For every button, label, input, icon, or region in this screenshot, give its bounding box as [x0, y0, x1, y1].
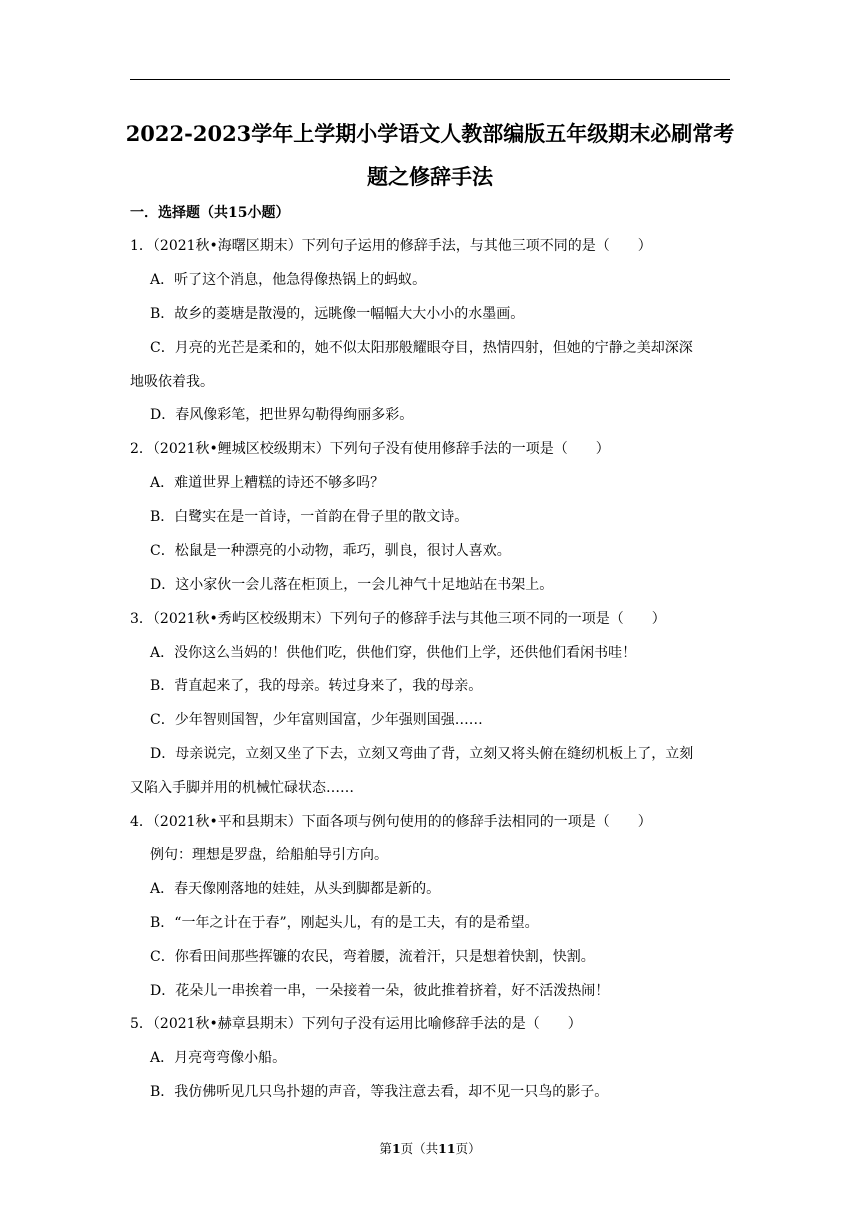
option-a: A．难道世界上糟糕的诗还不够多吗？	[150, 475, 385, 491]
option-c: C．少年智则国智，少年富则国富，少年强则国强……	[150, 712, 483, 728]
option-d: D．花朵儿一串挨着一串，一朵接着一朵，彼此推着挤着，好不活泼热闹！	[150, 983, 610, 999]
option-b: B．我仿佛听见几只鸟扑翅的声音，等我注意去看，却不见一只鸟的影子。	[150, 1084, 609, 1100]
option-d: D．春风像彩笔，把世界勾勒得绚丽多彩。	[150, 407, 414, 423]
question-stem: 5．（2021秋•赫章县期末）下列句子没有运用比喻修辞手法的是（ ）	[130, 1016, 582, 1032]
option-a: A．听了这个消息，他急得像热锅上的蚂蚁。	[150, 272, 427, 288]
option-d-continuation: 又陷入手脚并用的机械忙碌状态……	[130, 780, 354, 796]
question-stem: 3．（2021秋•秀屿区校级期末）下列句子的修辞手法与其他三项不同的一项是（ ）	[130, 611, 666, 627]
option-b: B．背直起来了，我的母亲。转过身来了，我的母亲。	[150, 678, 483, 694]
section-header: 一．选择题（共15小题）	[130, 205, 290, 221]
footer-suffix: 页）	[455, 1141, 481, 1156]
page-footer	[0, 1139, 860, 1157]
option-c: C．松鼠是一种漂亮的小动物，乖巧，驯良，很讨人喜欢。	[150, 543, 511, 559]
question-stem: 1．（2021秋•海曙区期末）下列句子运用的修辞手法，与其他三项不同的是（ ）	[130, 238, 652, 254]
option-c: C．你看田间那些挥镰的农民，弯着腰，流着汗，只是想着快割，快割。	[150, 949, 595, 965]
header-rule	[130, 79, 730, 80]
document-title-line-1: 2022-2023学年上学期小学语文人教部编版五年级期末必刷常考	[125, 121, 735, 146]
option-d: D．这小家伙一会儿落在柜顶上，一会儿神气十足地站在书架上。	[150, 577, 554, 593]
option-b: B．故乡的菱塘是散漫的，远眺像一幅幅大大小小的水墨画。	[150, 306, 525, 322]
option-a: A．月亮弯弯像小船。	[150, 1050, 287, 1066]
footer-prefix: 第	[379, 1141, 392, 1156]
option-a: A．春天像刚落地的娃娃，从头到脚都是新的。	[150, 881, 441, 897]
option-b: B．白鹭实在是一首诗，一首韵在骨子里的散文诗。	[150, 509, 469, 525]
question-stem: 4．（2021秋•平和县期末）下面各项与例句使用的的修辞手法相同的一项是（ ）	[130, 814, 652, 830]
question-stem: 2．（2021秋•鲤城区校级期末）下列句子没有使用修辞手法的一项是（ ）	[130, 441, 610, 457]
current-page-number: 1	[391, 1141, 401, 1156]
option-c-continuation: 地吸依着我。	[130, 374, 214, 390]
footer-middle: 页（共	[400, 1141, 439, 1156]
option-a: A．没你这么当妈的！供他们吃，供他们穿，供他们上学，还供他们看闲书哇！	[150, 645, 637, 661]
option-b: B．“一年之计在于春”，刚起头儿，有的是工夫，有的是希望。	[150, 915, 539, 931]
option-d: D．母亲说完，立刻又坐了下去，立刻又弯曲了背，立刻又将头俯在缝纫机板上了，立刻	[150, 746, 694, 762]
document-title-line-2: 题之修辞手法	[367, 164, 493, 189]
example-sentence: 例句：理想是罗盘，给船舶导引方向。	[150, 847, 388, 863]
total-pages-number: 11	[438, 1141, 456, 1156]
option-c: C．月亮的光芒是柔和的，她不似太阳那般耀眼夺目，热情四射，但她的宁静之美却深深	[150, 340, 693, 356]
